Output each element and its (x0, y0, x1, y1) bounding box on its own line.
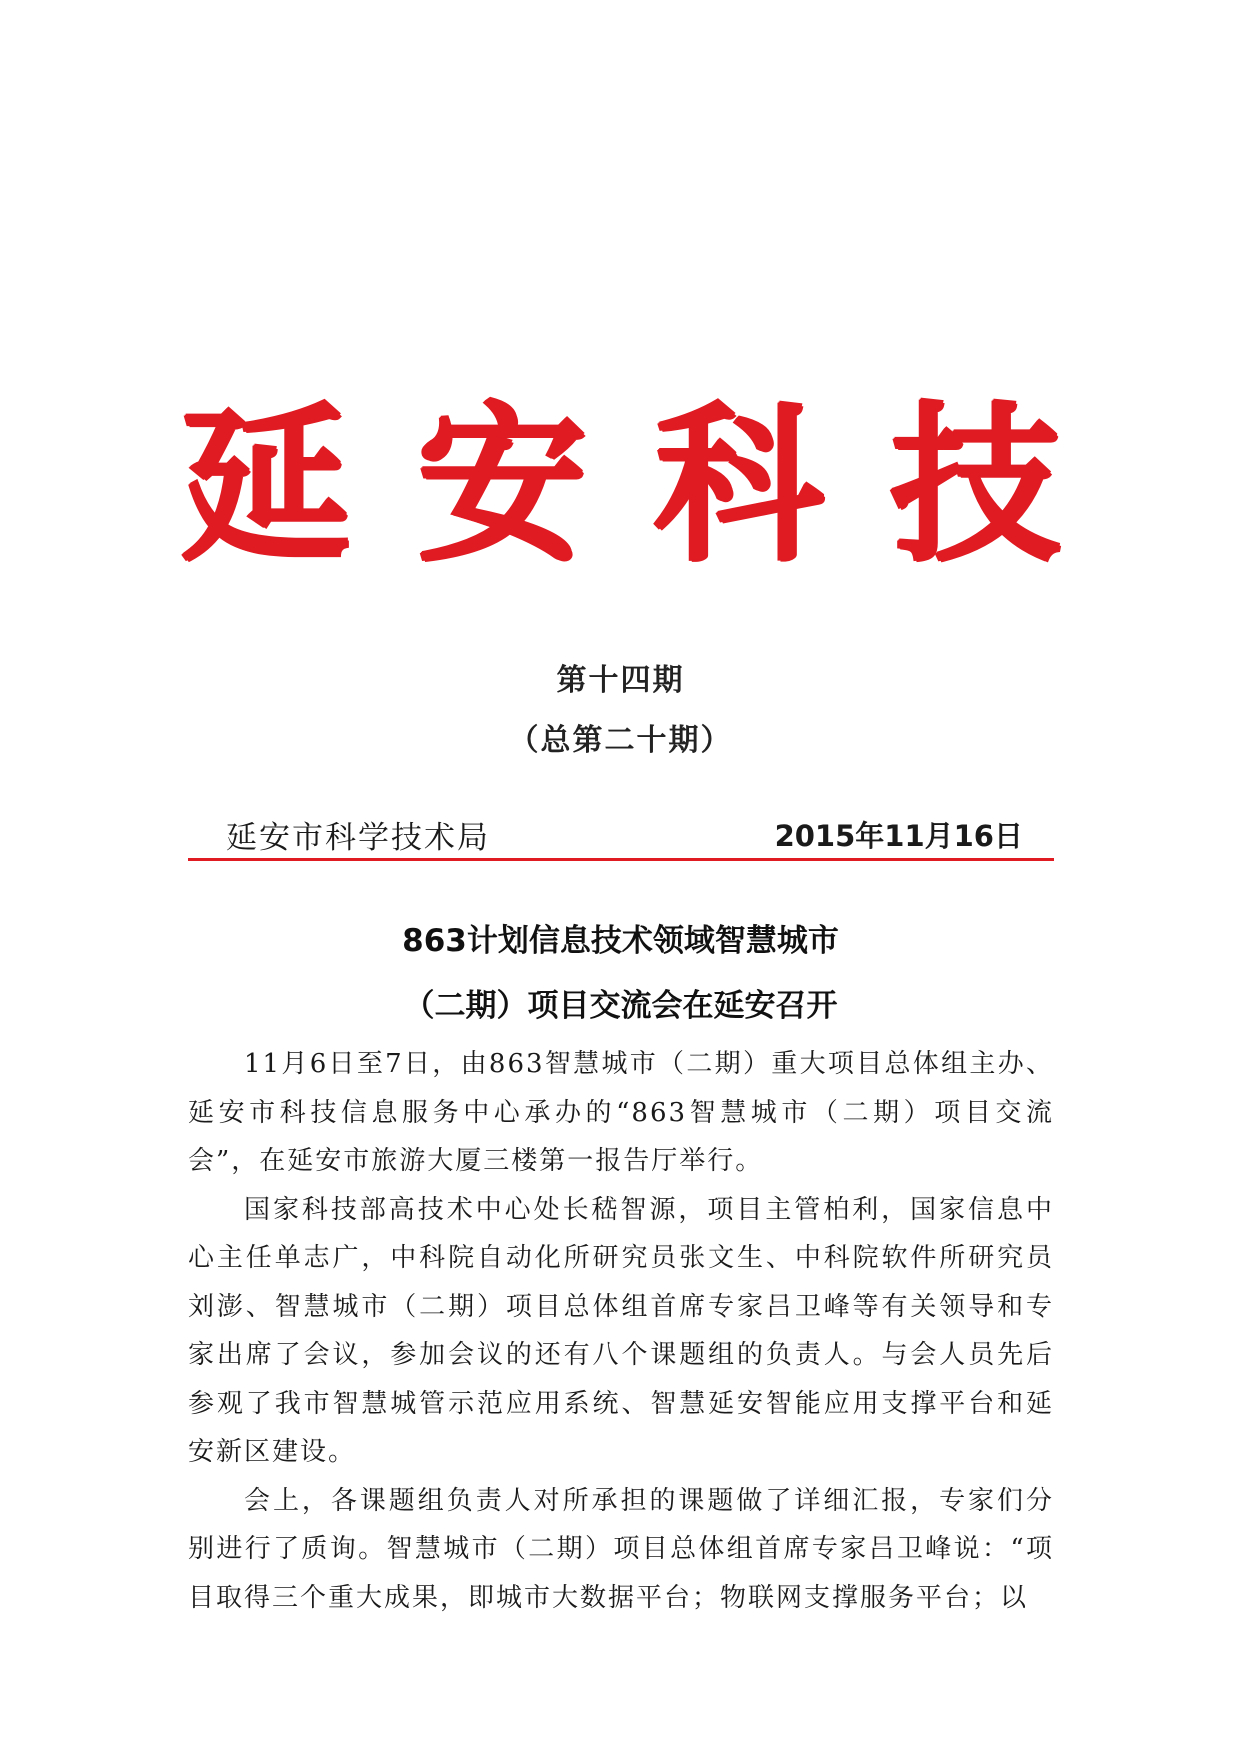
header-divider (188, 858, 1054, 861)
article-title-line2: （二期）项目交流会在延安召开 (403, 988, 838, 1024)
paragraph: 11月6日至7日，由863智慧城市（二期）重大项目总体组主办、延安市科技信息服务中心承办的“863智慧城市（二期）项目交流会”，在延安市旅游大厦三楼第一报告厅举行。 (188, 1049, 1054, 1176)
publication-date: 2015年11月16日 (774, 819, 1023, 853)
masthead-char: 技 (889, 385, 1060, 585)
article-body (188, 1040, 1054, 1622)
publication-header (188, 812, 1053, 856)
publisher-name: 延安市科学技术局 (226, 820, 490, 856)
masthead-char: 科 (653, 385, 824, 585)
article-title-line1: 863计划信息技术领域智慧城市 (402, 923, 839, 959)
issue-total: （总第二十期） (508, 723, 733, 758)
masthead (180, 385, 1060, 585)
masthead-char: 安 (416, 385, 587, 585)
paragraph: 会上，各课题组负责人对所承担的课题做了详细汇报，专家们分别进行了质询。智慧城市（二期）项目总体组首席专家吕卫峰说：“项目取得三个重大成果，即城市大数据平台；物联网支撑服务平台；以 (188, 1485, 1054, 1613)
paragraph: 国家科技部高技术中心处长嵇智源，项目主管柏利，国家信息中心主任单志广，中科院自动化所研究员张文生、中科院软件所研究员刘澎、智慧城市（二期）项目总体组首席专家吕卫峰等有关领导和专家出席了会议，参加会议的还有八个课题组的负责人。与会人员先后参观了我市智慧城管示范应用系统、智慧延安智能应用支撑平台和延安新区建设。 (188, 1194, 1054, 1467)
issue-number: 第十四期 (556, 663, 685, 698)
masthead-char: 延 (180, 385, 351, 585)
